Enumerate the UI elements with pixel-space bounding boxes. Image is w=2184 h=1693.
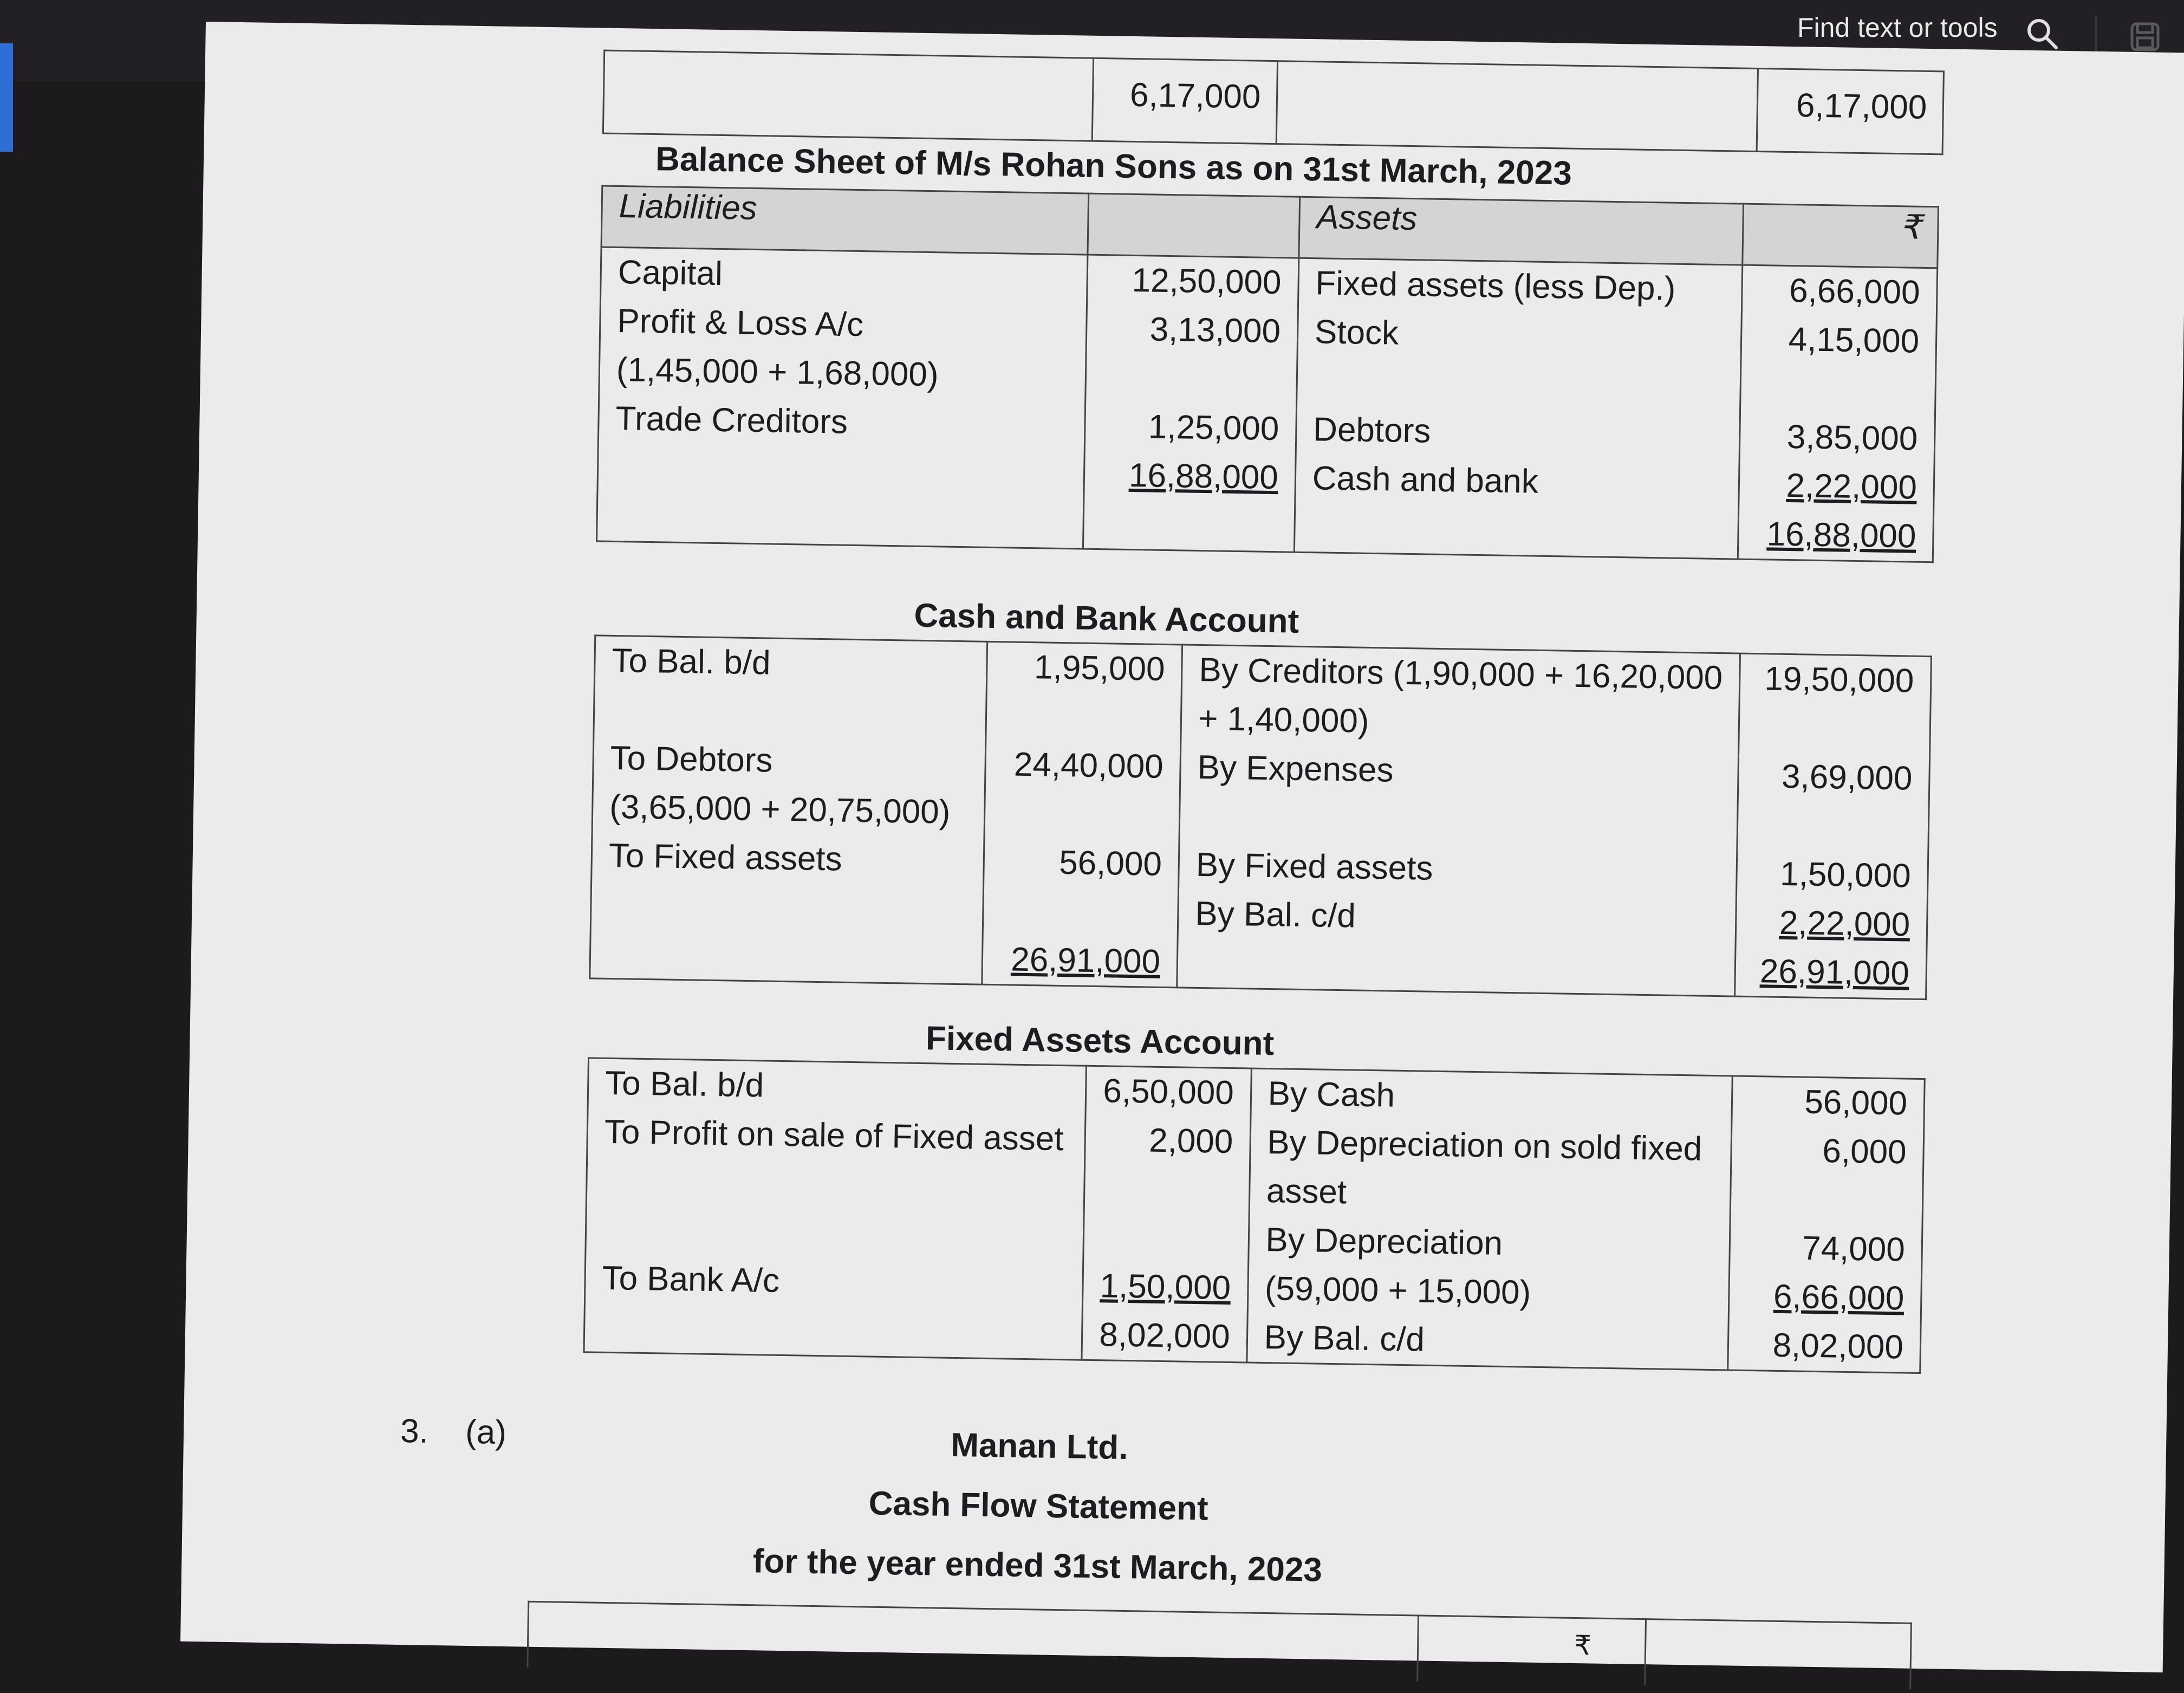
currency-header: ₹ (1743, 204, 1939, 268)
cash-bank-credit-amounts: 19,50,000 3,69,000 1,50,000 2,22,000 26,91,000 (1735, 653, 1932, 999)
cash-bank-title: Cash and Bank Account (913, 596, 1299, 640)
cash-bank-table (589, 634, 1932, 1000)
statement-period: for the year ended 31st March, 2023 (752, 1542, 1323, 1589)
balance-sheet-title: Balance Sheet of M/s Rohan Sons as on 31st March, 2023 (655, 140, 1572, 192)
document-page (180, 22, 2184, 1672)
assets-total: 16,88,000 (1766, 515, 1917, 555)
fixed-assets-credit-amounts: 56,000 6,000 74,000 6,66,000 8,02,000 (1727, 1076, 1925, 1373)
cash-bank-credit-total: 26,91,000 (1759, 952, 1910, 993)
save-icon[interactable] (2129, 21, 2161, 53)
fixed-assets-debit-total: 8,02,000 (1098, 1316, 1231, 1355)
balance-sheet-table (596, 185, 1939, 563)
question-part: (a) (465, 1413, 507, 1452)
fragment-left-total: 6,17,000 (1129, 76, 1261, 116)
assets-column: Fixed assets (less Dep.) Stock Debtors Cash and bank (1294, 258, 1743, 559)
toolbar-divider (2095, 16, 2097, 54)
fixed-assets-debit-amounts: 6,50,000 2,000 1,50,000 8,02,000 (1082, 1066, 1251, 1363)
fixed-assets-credit-total: 8,02,000 (1772, 1326, 1904, 1366)
company-name: Manan Ltd. (950, 1426, 1128, 1467)
fixed-assets-debit-labels: To Bal. b/d To Profit on sale of Fixed asset To Bank A/c (584, 1058, 1087, 1360)
cash-bank-debit-labels: To Bal. b/d To Debtors (3,65,000 + 20,75,000) To Fixed assets (590, 635, 987, 984)
fragment-right-total: 6,17,000 (1796, 87, 1927, 126)
fixed-assets-credit-labels: By Cash By Depreciation on sold fixed asset By Depreciation (59,000 + 15,000) By Bal. c/d (1246, 1068, 1732, 1370)
cash-flow-table-top (526, 1601, 1912, 1689)
liabilities-header: Liabilities (601, 186, 1089, 255)
search-icon[interactable] (2025, 16, 2059, 51)
cash-bank-credit-labels: By Creditors (1,90,000 + 16,20,000 + 1,40,000) By Expenses By Fixed assets By Bal. c/d (1177, 645, 1740, 996)
liabilities-column: Capital Profit & Loss A/c (1,45,000 + 1,68,000) Trade Creditors (597, 247, 1088, 549)
fixed-assets-table (583, 1057, 1925, 1374)
question-number: 3. (400, 1412, 429, 1450)
sidebar-edge (0, 43, 13, 152)
search-input[interactable]: Find text or tools (1797, 12, 1998, 43)
cash-bank-debit-total: 26,91,000 (1010, 940, 1161, 981)
cash-bank-debit-amounts: 1,95,000 24,40,000 56,000 26,91,000 (982, 641, 1182, 988)
previous-table-fragment (602, 50, 1945, 155)
assets-amounts: 6,66,000 4,15,000 3,85,000 2,22,000 16,88,000 (1738, 265, 1937, 562)
liabilities-total: 16,88,000 (1128, 456, 1279, 497)
assets-header: Assets (1299, 197, 1744, 265)
liabilities-amounts: 12,50,000 3,13,000 1,25,000 16,88,000 (1083, 255, 1299, 552)
statement-title: Cash Flow Statement (868, 1484, 1209, 1528)
cash-flow-currency: ₹ (1574, 1630, 1592, 1661)
fixed-assets-title: Fixed Assets Account (925, 1020, 1275, 1063)
